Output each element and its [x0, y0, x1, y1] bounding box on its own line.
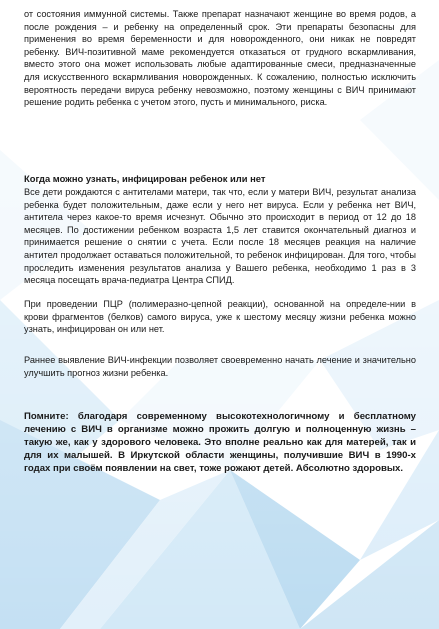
section-paragraph-1: Все дети рождаются с антителами матери, так что, если у матери ВИЧ, результат анализа ребенка будет положительным, даже если у него нет вируса. Если у ребенка нет ВИЧ, антитела через какое-то время исчезнут. Обычно это происходит в период от 12 до 18 месяцев. По достижении ребенком возраста 1,5 лет ставится окончательный диагноз и принимается решение о снятии с учета. Если после 18 месяцев реакция на наличие антител продолжает оставаться положительной, то ребенок инфицирован. Для того, чтобы проследить изменения результатов анализа у Вашего ребенка, необходимо 1 раз в 3 месяца посещать врача-педиатра Центра СПИД. — [24, 187, 416, 286]
section-heading: Когда можно узнать, инфицирован ребенок или нет — [24, 173, 266, 184]
section-paragraph-3: Раннее выявление ВИЧ-инфекции позволяет своевременно начать лечение и значительно улучшить прогноз жизни ребенка. — [24, 355, 416, 378]
section-paragraph-2: При проведении ПЦР (полимеразно-цепной реакции), основанной на определе-нии в крови фрагментов (белков) самого вируса, уже к шестому месяцу жизни ребенка можно узнать, инфицирован он или нет. — [24, 299, 416, 335]
closing-paragraph: Помните: благодаря современному высокотехнологичному и бесплатному лечению с ВИЧ в организме можно прожить долгую и полноценную жизнь – такую же, как у здорового человека. Это вполне реально как для матерей, так и для их малышей. В Иркутской области женщины, получившие ВИЧ в 1990-х годах при своём появлении на свет, тоже рожают детей. Абсолютно здоровых. — [24, 411, 416, 474]
intro-paragraph: от состояния иммунной системы. Также препарат назначают женщине во время родов, а после рождения – и ребенку на определенный срок. Эти препараты безопасны для применения во время беременности и для новорожденного, они никак не повредят ребенку. ВИЧ-позитивной маме рекомендуется отказаться от грудного вскармливания, вместо этого она может использовать любые адаптированные смеси, предназначенные для искусственного вскармливания новорожденных. К сожалению, полностью исключить вероятность передачи вируса ребенку невозможно, поэтому женщины с ВИЧ принимают решение родить ребенка с учетом этого, пусть и минимального, риска. — [24, 9, 416, 108]
